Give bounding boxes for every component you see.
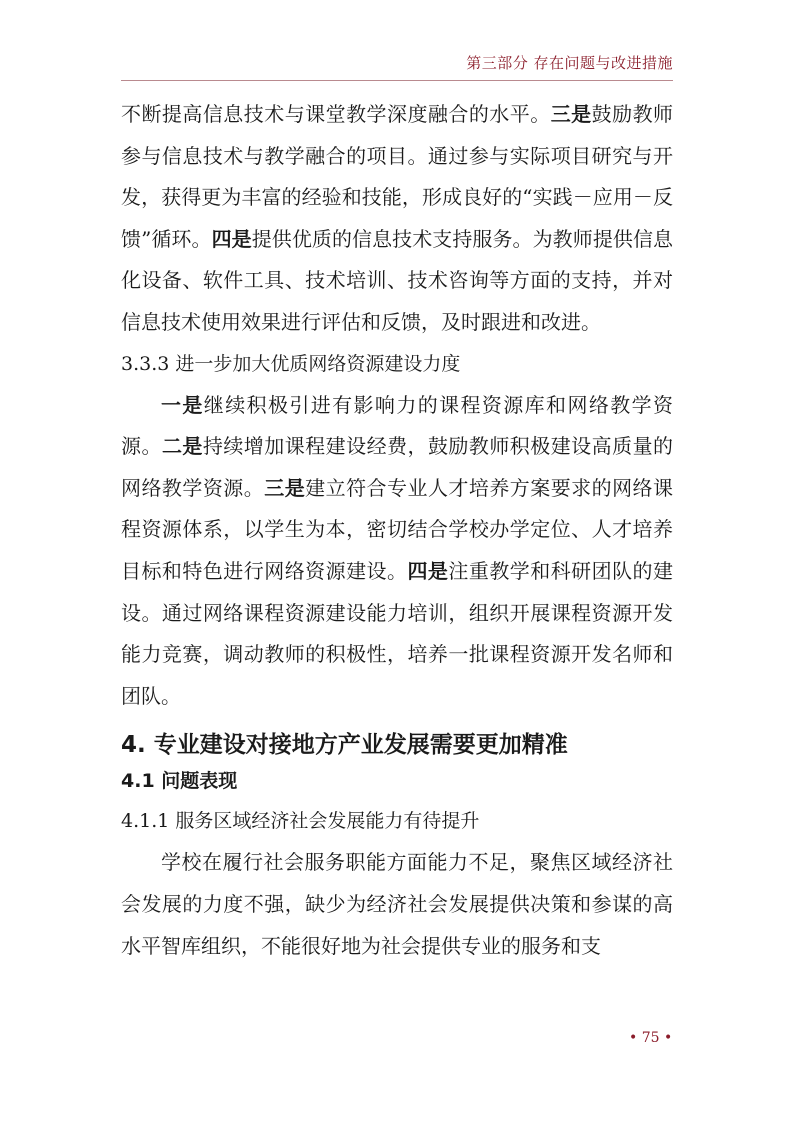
text-run: 学校在履行社会服务职能方面能力不足，聚焦区域经济社会发展的力度不强，缺少为经济社会发展提供决策和参谋的高水平智库组织，不能很好地为社会提供专业的服务和支 xyxy=(121,850,673,958)
paragraph-continued xyxy=(121,94,673,344)
text-run: 持续增加课程建设经费，鼓励教师积极建设高质量的网络教学资源。 xyxy=(121,434,674,500)
bold-marker: 三是 xyxy=(264,475,306,500)
running-header: 第三部分 存在问题与改进措施 xyxy=(466,54,673,72)
page-content xyxy=(121,94,673,967)
text-run: 建立符合专业人才培养方案要求的网络课程资源体系，以学生为本，密切结合学校办学定位、人才培养目标和特色进行网络资源建设。 xyxy=(121,475,674,583)
text-run: 提供优质的信息技术支持服务。为教师提供信息化设备、软件工具、技术培训、技术咨询等方面的支持，并对信息技术使用效果进行评估和反馈，及时跟进和改进。 xyxy=(121,226,674,334)
section-heading-4-1: 4.1 问题表现 xyxy=(121,770,238,793)
section-heading-4: 4. 专业建设对接地方产业发展需要更加精准 xyxy=(121,732,568,759)
paragraph-resources xyxy=(121,385,673,718)
bold-marker: 一是 xyxy=(161,392,204,417)
bold-marker: 二是 xyxy=(161,434,203,459)
text-run: 鼓励教师参与信息技术与教学融合的项目。通过参与实际项目研究与开发，获得更为丰富的经验和技能，形成良好的“实践－应用－反馈”循环。 xyxy=(121,102,674,251)
bold-marker: 四是 xyxy=(211,226,252,251)
text-run: 注重教学和科研团队的建设。通过网络课程资源建设能力培训，组织开展课程资源开发能力竞赛，调动教师的积极性，培养一批课程资源开发名师和团队。 xyxy=(121,558,674,708)
paragraph-service-capacity xyxy=(121,842,673,967)
text-run: 继续积极引进有影响力的课程资源库和网络教学资源。 xyxy=(121,392,674,459)
header-rule xyxy=(121,80,673,81)
bold-marker: 三是 xyxy=(550,102,592,126)
text-run: 不断提高信息技术与课堂教学深度融合的水平。 xyxy=(121,102,551,126)
subsection-heading-3-3-3: 3.3.3 进一步加大优质网络资源建设力度 xyxy=(121,352,461,375)
bold-marker: 四是 xyxy=(407,558,449,583)
page-number: • 75 • xyxy=(629,1030,673,1046)
subsection-heading-4-1-1: 4.1.1 服务区域经济社会发展能力有待提升 xyxy=(121,810,480,833)
